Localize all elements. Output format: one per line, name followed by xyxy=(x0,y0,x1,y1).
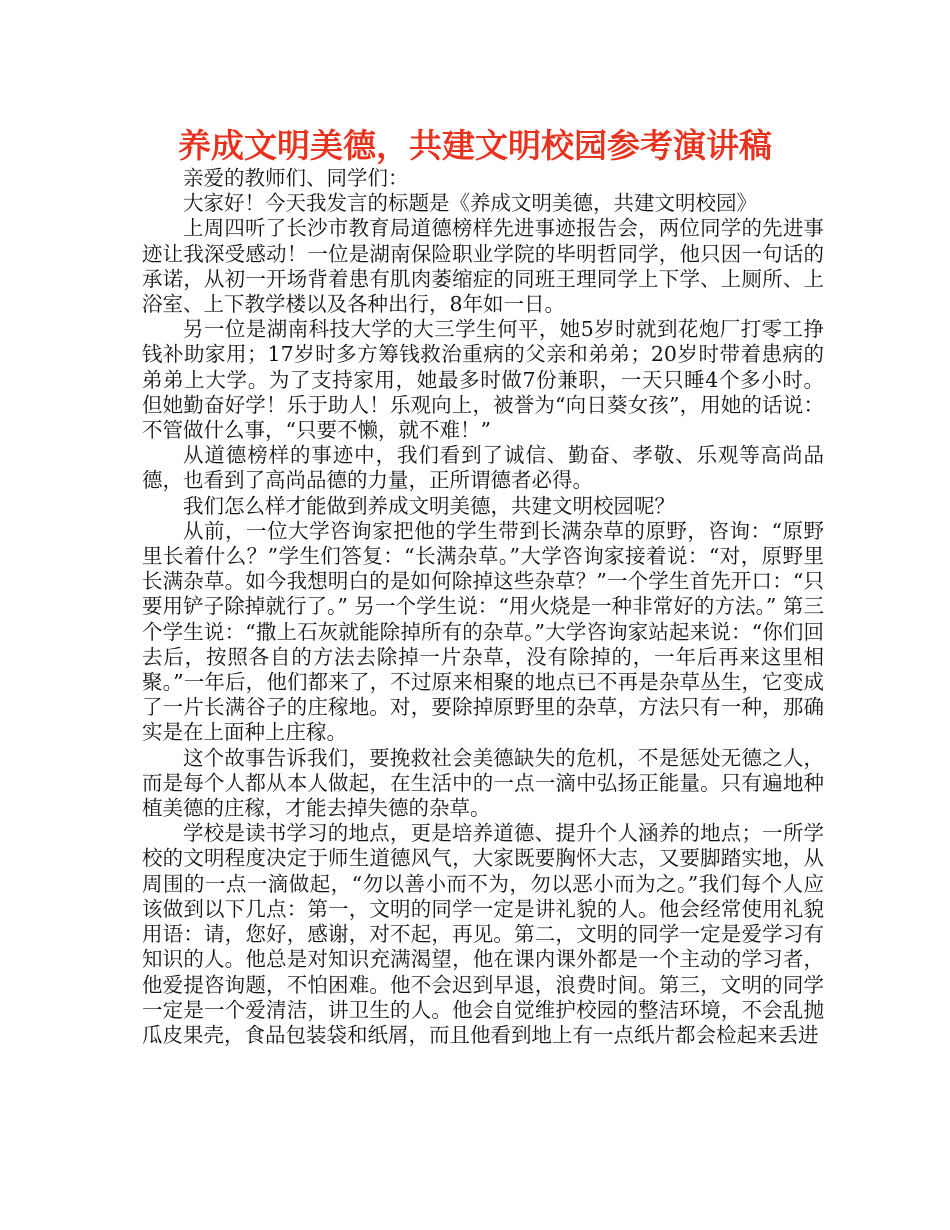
paragraph-greeting: 亲爱的教师们、同学们： xyxy=(183,166,409,190)
paragraph-report-meeting: 上周四听了长沙市教育局道德榜样先进事迹报告会，两位同学的先进事迹让我深受感动！一位是湖南保险职业学院的毕明哲同学，他只因一句话的承诺，从初一开场背着患有肌肉萎缩症的同班王理同学上下学、上厕所、上浴室、上下教学楼以及各种出行，8年如一日。 xyxy=(142,216,824,317)
paragraph-he-ping: 另一位是湖南科技大学的大三学生何平，她5岁时就到花炮厂打零工挣钱补助家用；17岁时多方筹钱救治重病的父亲和弟弟；20岁时带着患病的弟弟上大学。为了支持家用，她最多时做7份兼职，一天只睡4个多小时。但她勤奋好学！乐于助人！乐观向上，被誉为“向日葵女孩”，用她的话说：不管做什么事，“只要不懒，就不难！” xyxy=(142,317,824,443)
paragraph-question: 我们怎么样才能做到养成文明美德，共建文明校园呢？ xyxy=(183,493,675,518)
paragraph-moral-examples: 从道德榜样的事迹中，我们看到了诚信、勤奋、孝敬、乐观等高尚品德，也看到了高尚品德的力量，正所谓德者必得。 xyxy=(142,443,824,493)
document-body xyxy=(142,166,824,1048)
paragraph-opening: 大家好！今天我发言的标题是《养成文明美德，共建文明校园》 xyxy=(183,191,757,216)
paragraph-weeds-story: 从前，一位大学咨询家把他的学生带到长满杂草的原野，咨询：“原野里长着什么？”学生们答复：“长满杂草。”大学咨询家接着说：“对，原野里长满杂草。如今我想明白的是如何除掉这些杂草？”一个学生首先开口：“只要用铲子除掉就行了。” 另一个学生说：“用火烧是一种非常好的方法。” 第三个学生说：“撒上石灰就能除掉所有的杂草。”大学咨询家站起来说：“你们回去后，按照各自的方法去除掉一片杂草，没有除掉的，一年后再来这里相聚。”一年后，他们都来了，不过原来相聚的地点已不再是杂草丛生，它变成了一片长满谷子的庄稼地。对，要除掉原野里的杂草，方法只有一种，那确实是在上面种上庄稼。 xyxy=(142,518,824,745)
paragraph-school-conduct: 学校是读书学习的地点，更是培养道德、提升个人涵养的地点；一所学校的文明程度决定于师生道德风气，大家既要胸怀大志，又要脚踏实地，从周围的一点一滴做起，“勿以善小而不为，勿以恶小而为之。”我们每个人应该做到以下几点：第一，文明的同学一定是讲礼貌的人。他会经常使用礼貌用语：请，您好，感谢，对不起，再见。第二，文明的同学一定是爱学习有知识的人。他总是对知识充满渴望，他在课内课外都是一个主动的学习者，他爱提咨询题，不怕困难。他不会迟到早退，浪费时间。第三，文明的同学一定是一个爱清洁，讲卫生的人。他会自觉维护校园的整洁环境，不会乱抛瓜皮果壳，食品包装袋和纸屑，而且他看到地上有一点纸片都会检起来丢进 xyxy=(142,821,824,1047)
paragraph-story-lesson: 这个故事告诉我们，要挽救社会美德缺失的危机，不是惩处无德之人，而是每个人都从本人做起，在生活中的一点一滴中弘扬正能量。只有遍地种植美德的庄稼，才能去掉失德的杂草。 xyxy=(142,745,824,821)
document-title: 养成文明美德，共建文明校园参考演讲稿 xyxy=(178,126,772,165)
